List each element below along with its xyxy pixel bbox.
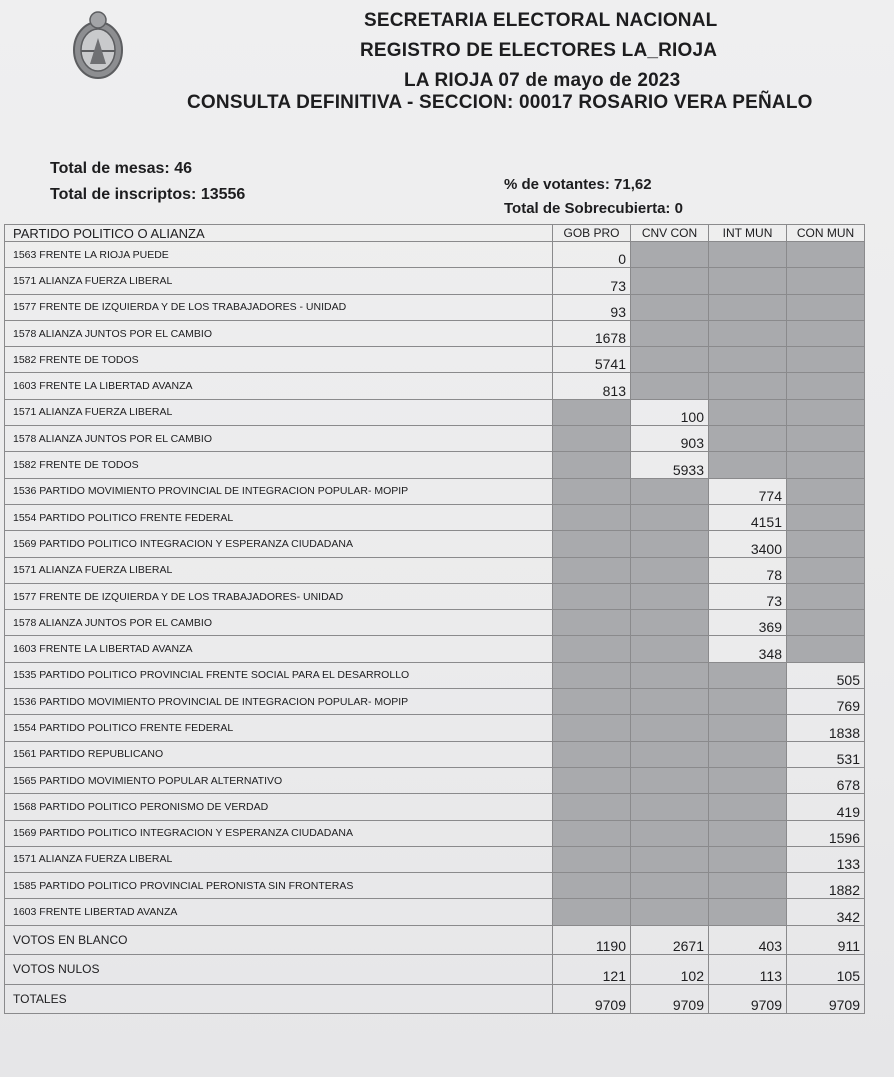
party-name: 1578 ALIANZA JUNTOS POR EL CAMBIO: [5, 320, 553, 346]
coat-of-arms-icon: [70, 8, 126, 82]
shaded-cell: [709, 715, 787, 741]
table-row: [5, 767, 865, 793]
vote-count: 1882: [787, 873, 865, 899]
shaded-cell: [553, 820, 631, 846]
shaded-cell: [787, 478, 865, 504]
vote-count: 93: [553, 294, 631, 320]
shaded-cell: [631, 583, 709, 609]
vote-count: 100: [631, 399, 709, 425]
vote-count: 133: [787, 846, 865, 872]
shaded-cell: [709, 347, 787, 373]
shaded-cell: [787, 347, 865, 373]
shaded-cell: [631, 689, 709, 715]
table-row: [5, 373, 865, 399]
shaded-cell: [631, 557, 709, 583]
total-value: 102: [631, 955, 709, 985]
shaded-cell: [709, 873, 787, 899]
party-name: 1535 PARTIDO POLITICO PROVINCIAL FRENTE SOCIAL PARA EL DESARROLLO: [5, 662, 553, 688]
shaded-cell: [553, 715, 631, 741]
party-name: 1577 FRENTE DE IZQUIERDA Y DE LOS TRABAJADORES - UNIDAD: [5, 294, 553, 320]
shaded-cell: [553, 794, 631, 820]
table-row: [5, 794, 865, 820]
shaded-cell: [709, 662, 787, 688]
vote-count: 774: [709, 478, 787, 504]
total-value: 9709: [709, 984, 787, 1014]
table-row: [5, 583, 865, 609]
vote-count: 78: [709, 557, 787, 583]
total-value: 113: [709, 955, 787, 985]
shaded-cell: [553, 873, 631, 899]
party-name: 1554 PARTIDO POLITICO FRENTE FEDERAL: [5, 504, 553, 530]
total-value: 911: [787, 925, 865, 955]
party-name: 1571 ALIANZA FUERZA LIBERAL: [5, 557, 553, 583]
table-row: [5, 320, 865, 346]
total-value: 121: [553, 955, 631, 985]
total-value: 1190: [553, 925, 631, 955]
shaded-cell: [631, 741, 709, 767]
table-header-row: [5, 225, 865, 242]
shaded-cell: [787, 426, 865, 452]
shaded-cell: [631, 846, 709, 872]
shaded-cell: [553, 846, 631, 872]
total-inscriptos: Total de inscriptos: 13556: [50, 186, 246, 203]
shaded-cell: [709, 741, 787, 767]
table-row: [5, 531, 865, 557]
shaded-cell: [709, 242, 787, 268]
shaded-cell: [631, 531, 709, 557]
vote-count: 1838: [787, 715, 865, 741]
party-name: 1603 FRENTE LIBERTAD AVANZA: [5, 899, 553, 925]
party-name: 1563 FRENTE LA RIOJA PUEDE: [5, 242, 553, 268]
shaded-cell: [787, 531, 865, 557]
party-name: 1585 PARTIDO POLITICO PROVINCIAL PERONISTA SIN FRONTERAS: [5, 873, 553, 899]
party-name: 1582 FRENTE DE TODOS: [5, 452, 553, 478]
table-row: [5, 741, 865, 767]
table-row: [5, 294, 865, 320]
total-sobrecubierta: Total de Sobrecubierta: 0: [504, 200, 683, 217]
column-header-gob-pro: GOB PRO: [553, 225, 631, 242]
shaded-cell: [631, 899, 709, 925]
shaded-cell: [553, 531, 631, 557]
party-name: 1582 FRENTE DE TODOS: [5, 347, 553, 373]
table-row: [5, 504, 865, 530]
shaded-cell: [553, 399, 631, 425]
table-row: [5, 715, 865, 741]
vote-count: 4151: [709, 504, 787, 530]
shaded-cell: [709, 689, 787, 715]
totals-row: [5, 925, 865, 955]
header-title: SECRETARIA ELECTORAL NACIONAL: [364, 10, 718, 31]
table-row: [5, 557, 865, 583]
shaded-cell: [709, 294, 787, 320]
shaded-cell: [787, 452, 865, 478]
shaded-cell: [709, 899, 787, 925]
shaded-cell: [553, 426, 631, 452]
table-row: [5, 452, 865, 478]
table-row: [5, 478, 865, 504]
shaded-cell: [709, 794, 787, 820]
shaded-cell: [709, 767, 787, 793]
shaded-cell: [709, 846, 787, 872]
total-value: 105: [787, 955, 865, 985]
shaded-cell: [787, 557, 865, 583]
shaded-cell: [787, 320, 865, 346]
shaded-cell: [553, 662, 631, 688]
shaded-cell: [553, 478, 631, 504]
totals-row: [5, 955, 865, 985]
party-name: 1536 PARTIDO MOVIMIENTO PROVINCIAL DE INTEGRACION POPULAR- MOPIP: [5, 689, 553, 715]
shaded-cell: [553, 610, 631, 636]
shaded-cell: [631, 504, 709, 530]
table-row: [5, 426, 865, 452]
party-name: 1554 PARTIDO POLITICO FRENTE FEDERAL: [5, 715, 553, 741]
total-value: 2671: [631, 925, 709, 955]
vote-count: 419: [787, 794, 865, 820]
vote-count: 813: [553, 373, 631, 399]
party-name: 1571 ALIANZA FUERZA LIBERAL: [5, 846, 553, 872]
totals-label: VOTOS EN BLANCO: [5, 925, 553, 955]
vote-count: 5741: [553, 347, 631, 373]
shaded-cell: [709, 820, 787, 846]
column-header-con-mun: CON MUN: [787, 225, 865, 242]
vote-count: 73: [553, 268, 631, 294]
shaded-cell: [553, 636, 631, 662]
shaded-cell: [553, 899, 631, 925]
party-name: 1568 PARTIDO POLITICO PERONISMO DE VERDAD: [5, 794, 553, 820]
shaded-cell: [631, 715, 709, 741]
party-name: 1578 ALIANZA JUNTOS POR EL CAMBIO: [5, 426, 553, 452]
shaded-cell: [631, 794, 709, 820]
shaded-cell: [787, 242, 865, 268]
shaded-cell: [553, 741, 631, 767]
total-value: 9709: [553, 984, 631, 1014]
table-row: [5, 636, 865, 662]
totals-label: VOTOS NULOS: [5, 955, 553, 985]
vote-count: 678: [787, 767, 865, 793]
shaded-cell: [631, 873, 709, 899]
table-row: [5, 610, 865, 636]
shaded-cell: [631, 294, 709, 320]
shaded-cell: [709, 373, 787, 399]
shaded-cell: [709, 426, 787, 452]
shaded-cell: [553, 689, 631, 715]
vote-count: 903: [631, 426, 709, 452]
shaded-cell: [631, 320, 709, 346]
shaded-cell: [631, 268, 709, 294]
table-row: [5, 242, 865, 268]
shaded-cell: [553, 767, 631, 793]
vote-count: 1596: [787, 820, 865, 846]
shaded-cell: [553, 504, 631, 530]
vote-count: 369: [709, 610, 787, 636]
vote-count: 769: [787, 689, 865, 715]
shaded-cell: [787, 294, 865, 320]
header-section: CONSULTA DEFINITIVA - SECCION: 00017 ROSARIO VERA PEÑALO: [187, 92, 813, 113]
party-name: 1571 ALIANZA FUERZA LIBERAL: [5, 399, 553, 425]
vote-count: 1678: [553, 320, 631, 346]
shaded-cell: [553, 583, 631, 609]
shaded-cell: [631, 347, 709, 373]
party-name: 1536 PARTIDO MOVIMIENTO PROVINCIAL DE INTEGRACION POPULAR- MOPIP: [5, 478, 553, 504]
totals-label: TOTALES: [5, 984, 553, 1014]
table-row: [5, 662, 865, 688]
vote-count: 0: [553, 242, 631, 268]
shaded-cell: [787, 610, 865, 636]
party-name: 1561 PARTIDO REPUBLICANO: [5, 741, 553, 767]
header-date: LA RIOJA 07 de mayo de 2023: [404, 70, 681, 91]
shaded-cell: [631, 636, 709, 662]
vote-count: 5933: [631, 452, 709, 478]
table-row: [5, 899, 865, 925]
table-row: [5, 689, 865, 715]
table-row: [5, 820, 865, 846]
shaded-cell: [553, 452, 631, 478]
shaded-cell: [631, 242, 709, 268]
table-row: [5, 268, 865, 294]
shaded-cell: [787, 399, 865, 425]
shaded-cell: [631, 478, 709, 504]
vote-count: 505: [787, 662, 865, 688]
shaded-cell: [709, 268, 787, 294]
shaded-cell: [631, 610, 709, 636]
party-column-header: PARTIDO POLITICO O ALIANZA: [5, 225, 553, 242]
party-name: 1603 FRENTE LA LIBERTAD AVANZA: [5, 373, 553, 399]
party-name: 1569 PARTIDO POLITICO INTEGRACION Y ESPERANZA CIUDADANA: [5, 531, 553, 557]
shaded-cell: [553, 557, 631, 583]
column-header-int-mun: INT MUN: [709, 225, 787, 242]
table-row: [5, 399, 865, 425]
vote-count: 73: [709, 583, 787, 609]
percent-votantes: % de votantes: 71,62: [504, 176, 652, 193]
shaded-cell: [631, 820, 709, 846]
table-row: [5, 347, 865, 373]
party-name: 1569 PARTIDO POLITICO INTEGRACION Y ESPERANZA CIUDADANA: [5, 820, 553, 846]
totals-row: [5, 984, 865, 1014]
shaded-cell: [787, 268, 865, 294]
total-value: 403: [709, 925, 787, 955]
table-row: [5, 873, 865, 899]
shaded-cell: [787, 583, 865, 609]
vote-count: 3400: [709, 531, 787, 557]
shaded-cell: [709, 320, 787, 346]
vote-count: 348: [709, 636, 787, 662]
vote-count: 342: [787, 899, 865, 925]
shaded-cell: [631, 767, 709, 793]
shaded-cell: [787, 636, 865, 662]
party-name: 1565 PARTIDO MOVIMIENTO POPULAR ALTERNATIVO: [5, 767, 553, 793]
party-name: 1603 FRENTE LA LIBERTAD AVANZA: [5, 636, 553, 662]
shaded-cell: [787, 373, 865, 399]
header-registry: REGISTRO DE ELECTORES LA_RIOJA: [360, 40, 718, 61]
shaded-cell: [631, 662, 709, 688]
party-name: 1577 FRENTE DE IZQUIERDA Y DE LOS TRABAJADORES- UNIDAD: [5, 583, 553, 609]
total-value: 9709: [787, 984, 865, 1014]
vote-count: 531: [787, 741, 865, 767]
shaded-cell: [709, 452, 787, 478]
table-row: [5, 846, 865, 872]
total-mesas: Total de mesas: 46: [50, 160, 192, 177]
total-value: 9709: [631, 984, 709, 1014]
party-name: 1578 ALIANZA JUNTOS POR EL CAMBIO: [5, 610, 553, 636]
shaded-cell: [631, 373, 709, 399]
shaded-cell: [709, 399, 787, 425]
party-name: 1571 ALIANZA FUERZA LIBERAL: [5, 268, 553, 294]
shaded-cell: [787, 504, 865, 530]
column-header-cnv-con: CNV CON: [631, 225, 709, 242]
results-table: [4, 224, 865, 1014]
